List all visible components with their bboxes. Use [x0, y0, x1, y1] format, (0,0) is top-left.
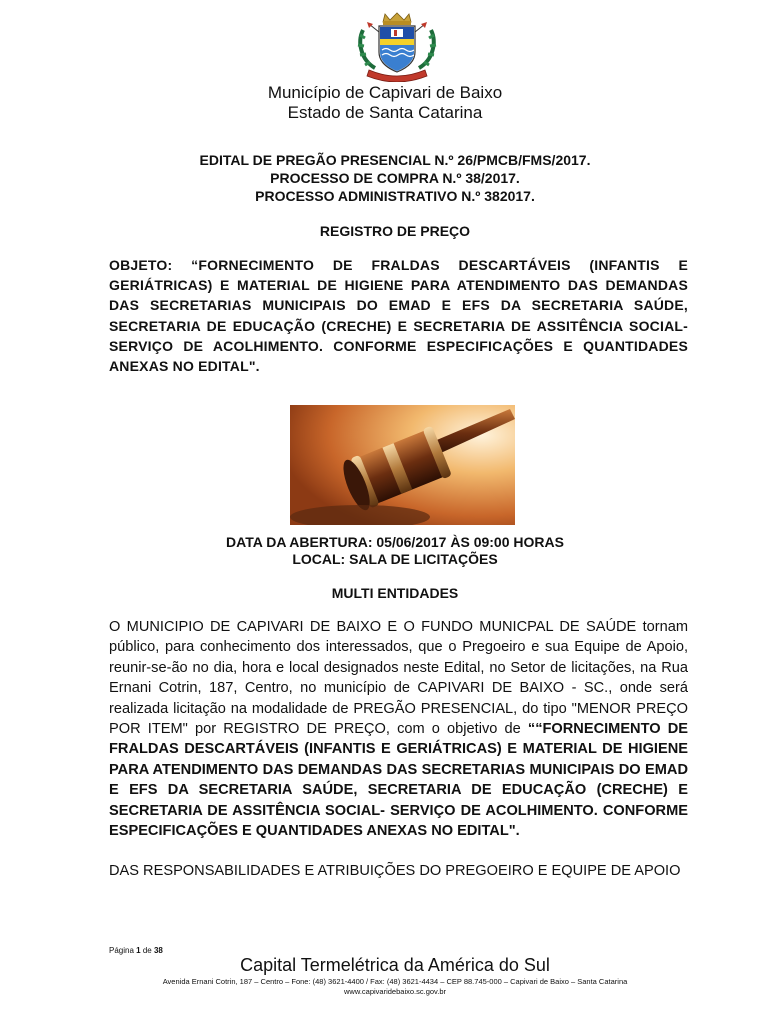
edital-number: EDITAL DE PREGÃO PRESENCIAL N.º 26/PMCB/FMS/2017. — [199, 152, 591, 168]
intro-bold-text: ““FORNECIMENTO DE FRALDAS DESCARTÁVEIS (INFANTIS E GERIÁTRICAS) E MATERIAL DE HIGIENE PARA ATENDIMENTO DAS DEMANDAS DAS SECRETARIAS MUNICIPAIS DO EMAD E EFS DA SECRETARIA SAÚDE, SECRETARIA DE EDUCAÇÃO (CRECHE) E SECRETARIA DE ASSITÊNCIA SOCIAL- SERVIÇO DE ACOLHIMENTO. CONFORME ESPECIFICAÇÕES E QUANTIDADES ANEXAS NO EDITAL". — [109, 721, 689, 840]
state-name: Estado de Santa Catarina — [287, 103, 483, 122]
footer-title: Capital Termelétrica da América do Sul — [240, 955, 550, 975]
page-number — [109, 946, 163, 955]
intro-text: O MUNICIPIO DE CAPIVARI DE BAIXO E O FUNDO MUNICPAL DE SAÚDE tornam público, para conhecimento dos interessados, que o Pregoeiro e sua Equipe de Apoio, reunir-se-ão no dia, hora e local designados neste Edital, no Setor de licitações, na Rua Ernani Cotrin, 187, Centro, no município de CAPIVARI DE BAIXO - SC., onde será realizada licitação na modalidade de PREGÃO PRESENCIAL, do tipo "MENOR PREÇO POR ITEM" por REGISTRO DE PREÇO, com o objetivo de — [109, 619, 688, 738]
intro-paragraph — [109, 617, 688, 841]
registro-de-preco-heading: REGISTRO DE PREÇO — [319, 223, 471, 239]
page-of: de — [142, 946, 152, 955]
judge-gavel-icon — [290, 405, 515, 525]
data-abertura: DATA DA ABERTURA: 05/06/2017 ÀS 09:00 HORAS — [226, 534, 564, 550]
multi-entidades-heading: MULTI ENTIDADES — [331, 585, 459, 601]
responsabilidades-heading: DAS RESPONSABILIDADES E ATRIBUIÇÕES DO PREGOEIRO E EQUIPE DE APOIO — [109, 863, 681, 879]
footer-website: www.capivaridebaixo.sc.gov.br — [344, 987, 446, 996]
local-licitacao: LOCAL: SALA DE LICITAÇÕES — [292, 551, 498, 567]
processo-administrativo: PROCESSO ADMINISTRATIVO N.º 382017. — [255, 188, 535, 204]
municipality-name: Município de Capivari de Baixo — [267, 83, 503, 102]
page-label: Página — [109, 946, 134, 955]
footer-address: Avenida Ernani Cotrin, 187 – Centro – Fone: (48) 3621-4400 / Fax: (48) 3621-4434 – CEP 88.745-000 – Capivari de Baixo – Santa Catarina — [162, 977, 628, 986]
processo-compra: PROCESSO DE COMPRA N.º 38/2017. — [270, 170, 520, 186]
municipal-coat-of-arms-icon — [355, 12, 439, 82]
objeto-paragraph: OBJETO: “FORNECIMENTO DE FRALDAS DESCARTÁVEIS (INFANTIS E GERIÁTRICAS) E MATERIAL DE HIGIENE PARA ATENDIMENTO DAS DEMANDAS DAS SECRETARIAS MUNICIPAIS DO EMAD E EFS DA SECRETARIA SAÚDE, SECRETARIA DE EDUCAÇÃO (CRECHE) E SECRETARIA DE ASSITÊNCIA SOCIAL- SERVIÇO DE ACOLHIMENTO. CONFORME ESPECIFICAÇÕES E QUANTIDADES ANEXAS NO EDITAL". — [109, 257, 688, 375]
page-current: 1 — [136, 946, 141, 955]
page-total: 38 — [153, 946, 163, 955]
